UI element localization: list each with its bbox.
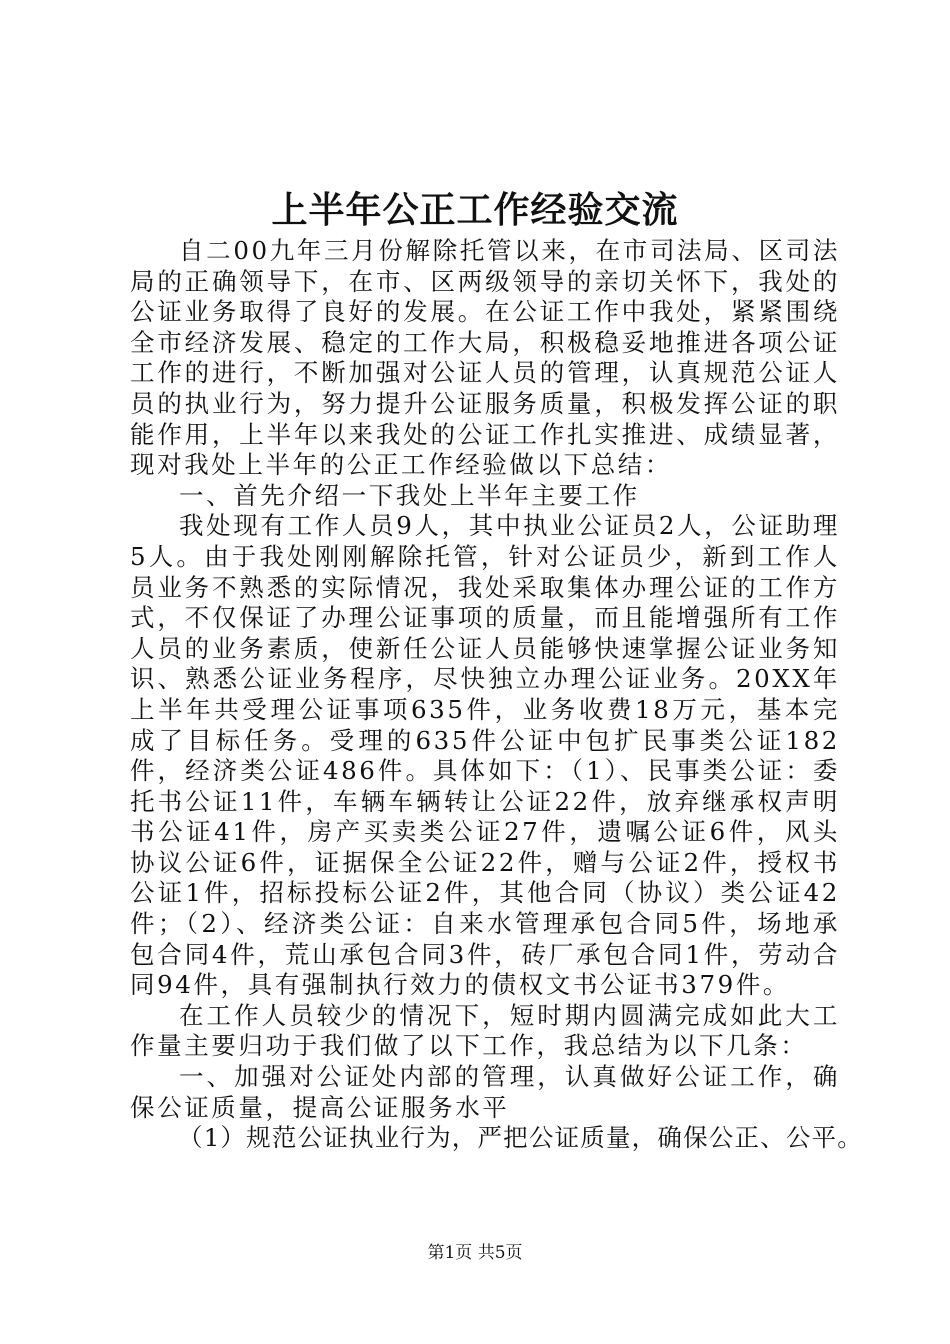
paragraph-heading-1: 一、首先介绍一下我处上半年主要工作: [179, 480, 640, 510]
document-body: [130, 236, 863, 1154]
paragraph-work-summary: 我处现有工作人员9人，其中执业公证员2人，公证助理5人。由于我处刚刚解除托管，针对公证员少，新到工作人员业务不熟悉的实际情况，我处采取集体办理公证的工作方式，不仅保证了办理公证事项的质量，而且能增强所有工作人员的业务素质，使新任公证人员能够快速掌握公证业务知识、熟悉公证业务程序，尽快独立办理公证业务。20XX年上半年共受理公证事项635件，业务收费18万元，基本完成了目标任务。受理的635件公证中包扩民事类公证182件，经济类公证486件。具体如下：（1）、民事类公证：委托书公证11件，车辆车辆转让公证22件，放弃继承权声明书公证41件，房产买卖类公证27件，遗嘱公证6件，风头协议公证6件，证据保全公证22件，赠与公证2件，授权书公证1件，招标投标公证2件，其他合同（协议）类公证42件；（2）、经济类公证：自来水管理承包合同5件，场地承包合同4件，荒山承包合同3件，砖厂承包合同1件，劳动合同94件，具有强制执行效力的债权文书公证书379件。: [130, 511, 840, 1000]
document-title: 上半年公正工作经验交流: [271, 189, 679, 231]
paragraph-item-1: （1）规范公证执业行为，严把公证质量，确保公正、公平。: [178, 1123, 863, 1153]
paragraph-reasons: 在工作人员较少的情况下，短时期内圆满完成如此大工作量主要归功于我们做了以下工作，我总结为以下几条：: [130, 1000, 840, 1061]
paragraph-intro: 自二00九年三月份解除托管以来，在市司法局、区司法局的正确领导下，在市、区两级领导的亲切关怀下，我处的公证业务取得了良好的发展。在公证工作中我处，紧紧围绕全市经济发展、稳定的工作大局，积极稳妥地推进各项公证工作的进行，不断加强对公证人员的管理，认真规范公证人员的执业行为，努力提升公证服务质量，积极发挥公证的职能作用，上半年以来我处的公证工作扎实推进、成绩显著，现对我处上半年的公正工作经验做以下总结：: [130, 236, 840, 480]
paragraph-heading-2: 一、加强对公证处内部的管理，认真做好公证工作，确保公证质量，提高公证服务水平: [130, 1062, 840, 1122]
page-number-footer: 第1页 共5页: [427, 1243, 523, 1263]
